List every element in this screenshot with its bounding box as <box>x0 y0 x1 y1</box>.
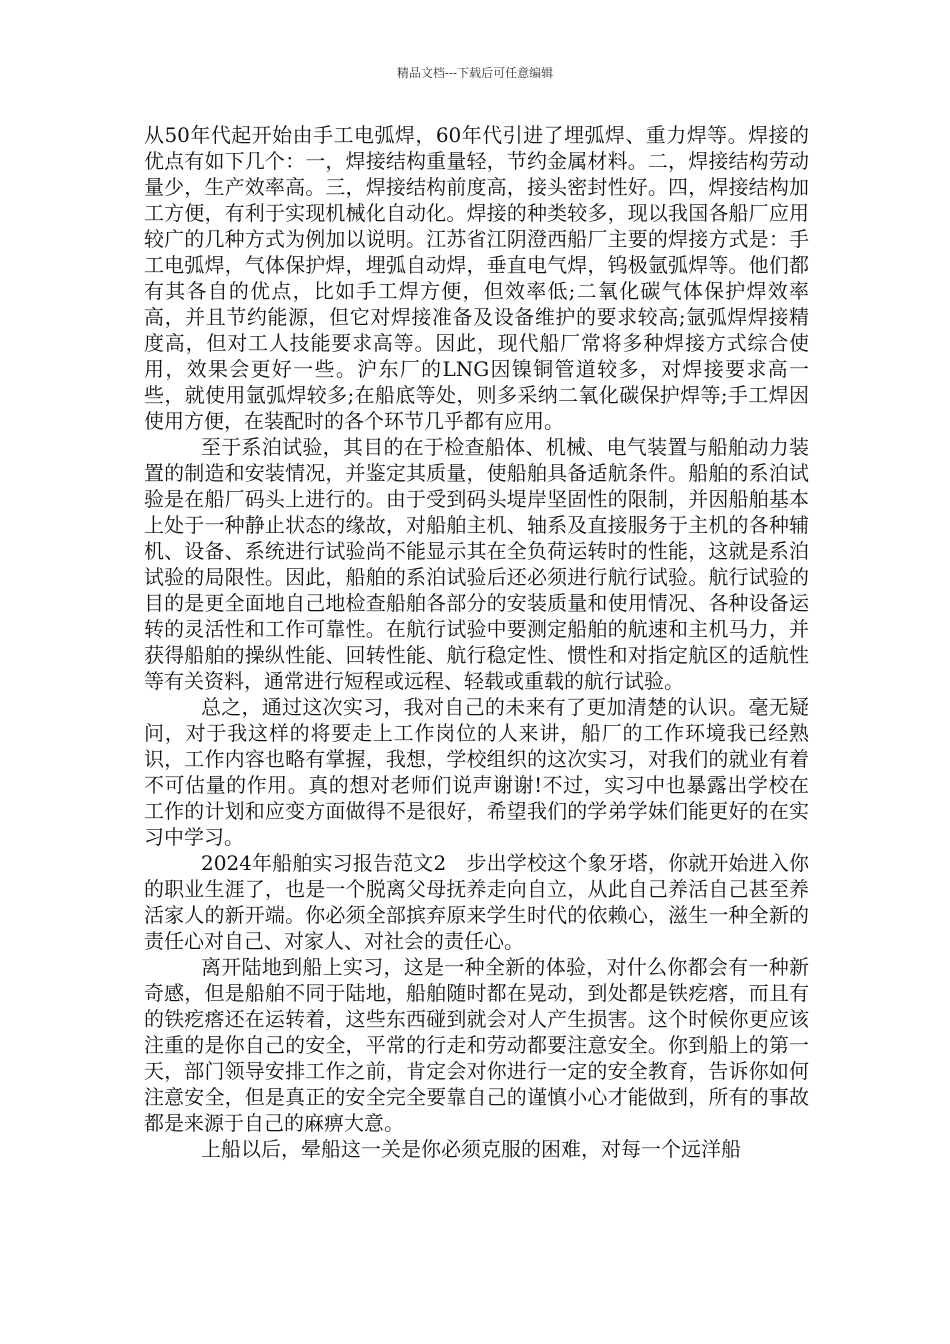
paragraph-report-2-intro: 2024年船舶实习报告范文2 步出学校这个象牙塔，你就开始进入你的职业生涯了，也是一个脱离父母抚养走向自立，从此自己养活自己甚至养活家人的新开端。你必须全部摈弃原来学生时代的依赖心，滋生一种全新的责任心对自己、对家人、对社会的责任心。 <box>144 851 809 953</box>
paragraph-welding: 从50年代起开始由手工电弧焊，60年代引进了埋弧焊、重力焊等。焊接的优点有如下几个：一，焊接结构重量轻，节约金属材料。二，焊接结构劳动量少，生产效率高。三，焊接结构前度高，接头密封性好。四，焊接结构加工方便，有利于实现机械化自动化。焊接的种类较多，现以我国各船厂应用较广的几种方式为例加以说明。江苏省江阴澄西船厂主要的焊接方式是：手工电弧焊，气体保护焊，埋弧自动焊，垂直电气焊，钨极氩弧焊等。他们都有其各自的优点，比如手工焊方便，但效率低;二氧化碳气体保护焊效率高，并且节约能源，但它对焊接准备及设备维护的要求较高;氩弧焊焊接精度高，但对工人技能要求高等。因此，现代船厂常将多种焊接方式综合使用，效果会更好一些。沪东厂的LNG因镍铜管道较多，对焊接要求高一些，就使用氩弧焊较多;在船底等处，则多采纳二氧化碳保护焊等;手工焊因使用方便，在装配时的各个环节几乎都有应用。 <box>144 123 809 433</box>
paragraph-safety: 离开陆地到船上实习，这是一种全新的体验，对什么你都会有一种新奇感，但是船舶不同于陆地，船舶随时都在晃动，到处都是铁疙瘩，而且有的铁疙瘩还在运转着，这些东西碰到就会对人产生损害。这个时候你更应该注重的是你自己的安全，平常的行走和劳动都要注意安全。你到船上的第一天，部门领导安排工作之前，肯定会对你进行一定的安全教育，告诉你如何注意安全，但是真正的安全完全要靠自己的谨慎小心才能做到，所有的事故都是来源于自己的麻痹大意。 <box>144 955 809 1135</box>
paragraph-summary: 总之，通过这次实习，我对自己的未来有了更加清楚的认识。毫无疑问，对于我这样的将要走上工作岗位的人来讲，船厂的工作环境我已经熟识，工作内容也略有掌握，我想，学校组织的这次实习，对我们的就业有着不可估量的作用。真的想对老师们说声谢谢!不过，实习中也暴露出学校在工作的计划和应变方面做得不是很好，希望我们的学弟学妹们能更好的在实习中学习。 <box>144 695 809 849</box>
paragraph-seasickness: 上船以后，晕船这一关是你必须克服的困难，对每一个远洋船 <box>201 1137 741 1161</box>
paragraph-mooring-test: 至于系泊试验，其目的在于检查船体、机械、电气装置与船舶动力装置的制造和安装情况，并鉴定其质量，使船舶具备适航条件。船舶的系泊试验是在船厂码头上进行的。由于受到码头堤岸坚固性的限制，并因船舶基本上处于一种静止状态的缘故，对船舶主机、轴系及直接服务于主机的各种辅机、设备、系统进行试验尚不能显示其在全负荷运转时的性能，这就是系泊试验的局限性。因此，船舶的系泊试验后还必须进行航行试验。航行试验的目的是更全面地自己地检查船舶各部分的安装质量和使用情况、各种设备运转的灵活性和工作可靠性。在航行试验中要测定船舶的航速和主机马力，并获得船舶的操纵性能、回转性能、航行稳定性、惯性和对指定航区的适航性等有关资料，通常进行短程或远程、轻载或重载的航行试验。 <box>144 435 809 693</box>
document-body <box>144 122 809 1162</box>
page-header: 精品文档---下载后可任意编辑 <box>396 66 554 80</box>
